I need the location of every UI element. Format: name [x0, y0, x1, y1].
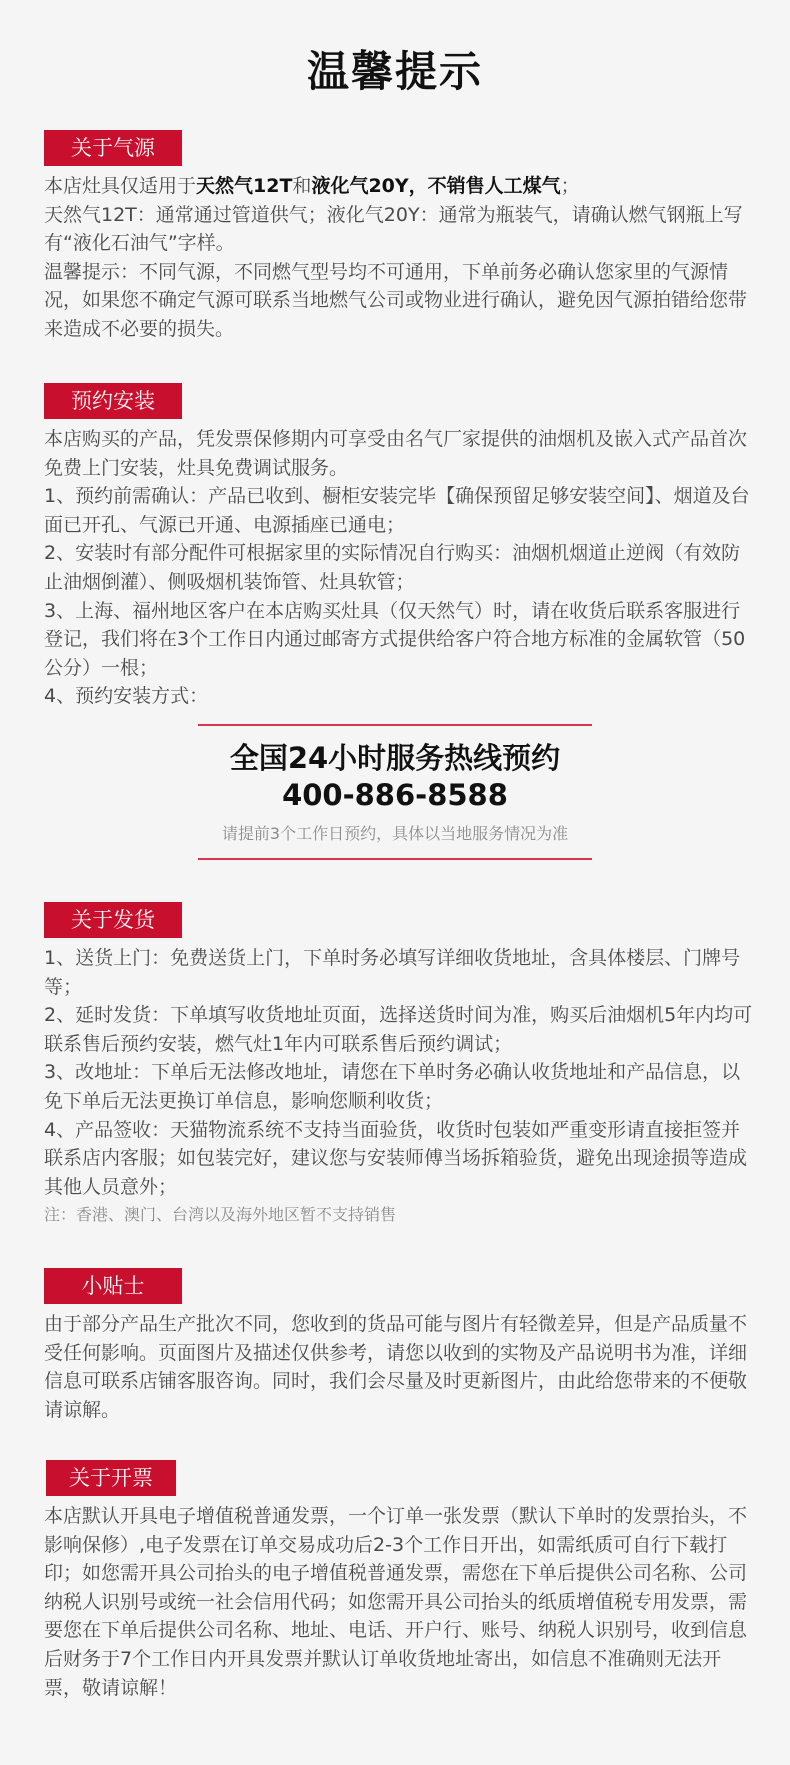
shipping-line-1: 1、送货上门：免费送货上门，下单时务必填写详细收货地址，含具体楼层、门牌号等；: [44, 947, 741, 998]
gas-line-1: [44, 172, 756, 201]
page-title: 温馨提示: [306, 47, 483, 96]
hotline-title: 全国24小时服务热线预约: [229, 741, 561, 775]
hotline-note: 请提前3个工作日预约，具体以当地服务情况为准: [221, 824, 569, 843]
shipping-note: 注：香港、澳门、台湾以及海外地区暂不支持销售: [44, 1205, 397, 1225]
section-tag-invoice: 关于开票: [46, 1460, 176, 1496]
hotline-divider-top: [198, 724, 592, 726]
install-line-2: 1、预约前需确认：产品已收到、橱柜安装完毕【确保预留足够安装空间】、烟道及台面已开孔、气源已开通、电源插座已通电；: [44, 485, 750, 536]
section-gas: [44, 130, 756, 344]
section-shipping: [44, 902, 756, 1229]
shipping-line-3: 3、改地址：下单后无法修改地址，请您在下单时务必确认收货地址和产品信息，以免下单后无法更换订单信息，影响您顺利收货；: [44, 1061, 741, 1112]
section-tag-tips: 小贴士: [44, 1268, 182, 1304]
shipping-line-2: 2、延时发货：下单填写收货地址页面，选择送货时间为准，购买后油烟机5年内均可联系售后预约安装，燃气灶1年内可联系售后预约调试；: [44, 1004, 753, 1055]
install-line-1: 本店购买的产品，凭发票保修期内可享受由名气厂家提供的油烟机及嵌入式产品首次免费上门安装，灶具免费调试服务。: [44, 428, 748, 479]
shipping-line-4: 4、产品签收：天猫物流系统不支持当面验货，收货时包装如严重变形请直接拒签并联系店内客服；如包装完好，建议您与安装师傅当场拆箱验货，避免出现途损等造成其他人员意外；: [44, 1118, 748, 1198]
section-tag-shipping: 关于发货: [44, 902, 182, 938]
gas-line-1-post: ；: [560, 175, 580, 197]
gas-line-3: 温馨提示：不同气源，不同燃气型号均不可通用，下单前务必确认您家里的气源情况，如果您不确定气源可联系当地燃气公司或物业进行确认，避免因气源拍错给您带来造成不必要的损失。: [44, 260, 748, 340]
install-line-5: 4、预约安装方式：: [44, 685, 209, 708]
invoice-line-1: 本店默认开具电子增值税普通发票，一个订单一张发票（默认下单时的发票抬头，不影响保修）,电子发票在订单交易成功后2-3个工作日开出，如需纸质可自行下载打印；如您需开具公司抬头的电子增值税普通发票，需您在下单后提供公司名称、公司纳税人识别号或统一社会信用代码；如您需开具公司抬头的纸质增值税专用发票，需要您在下单后提供公司名称、地址、电话、开户行、账号、纳税人识别号，收到信息后财务于7个工作日内开具发票并默认订单收货地址寄出，如信息不准确则无法开票，敬请谅解！: [44, 1505, 748, 1699]
tips-line-1: 由于部分产品生产批次不同，您收到的货品可能与图片有轻微差异，但是产品质量不受任何影响。页面图片及描述仅供参考，请您以收到的实物及产品说明书为准，详细信息可联系店铺客服咨询。同时，我们会尽量及时更新图片，由此给您带来的不便敬请谅解。: [44, 1313, 748, 1421]
section-tips: [44, 1268, 756, 1424]
gas-line-2: 天然气12T：通常通过管道供气；液化气20Y：通常为瓶装气，请确认燃气钢瓶上写有“液化石油气”字样。: [44, 203, 743, 255]
gas-lpg-bold: 液化气20Y，不销售人工煤气: [311, 175, 561, 197]
section-invoice: [44, 1460, 756, 1702]
section-tag-install: 预约安装: [44, 383, 182, 419]
section-tag-gas: 关于气源: [44, 130, 182, 166]
install-line-3: 2、安装时有部分配件可根据家里的实际情况自行购买：油烟机烟道止逆阀（有效防止油烟倒灌）、侧吸烟机装饰管、灶具软管；: [44, 542, 741, 593]
hotline-phone: 400-886-8588: [282, 778, 508, 812]
section-install: [44, 383, 756, 711]
gas-line-1-pre: 本店灶具仅适用于: [44, 175, 197, 197]
gas-line-1-mid: 和: [292, 175, 312, 197]
gas-natural-bold: 天然气12T: [196, 175, 293, 197]
hotline-divider-bottom: [198, 858, 592, 860]
install-line-4: 3、上海、福州地区客户在本店购买灶具（仅天然气）时，请在收货后联系客服进行登记，我们将在3个工作日内通过邮寄方式提供给客户符合地方标准的金属软管（50公分）一根；: [44, 599, 746, 679]
hotline-block: [198, 724, 592, 860]
